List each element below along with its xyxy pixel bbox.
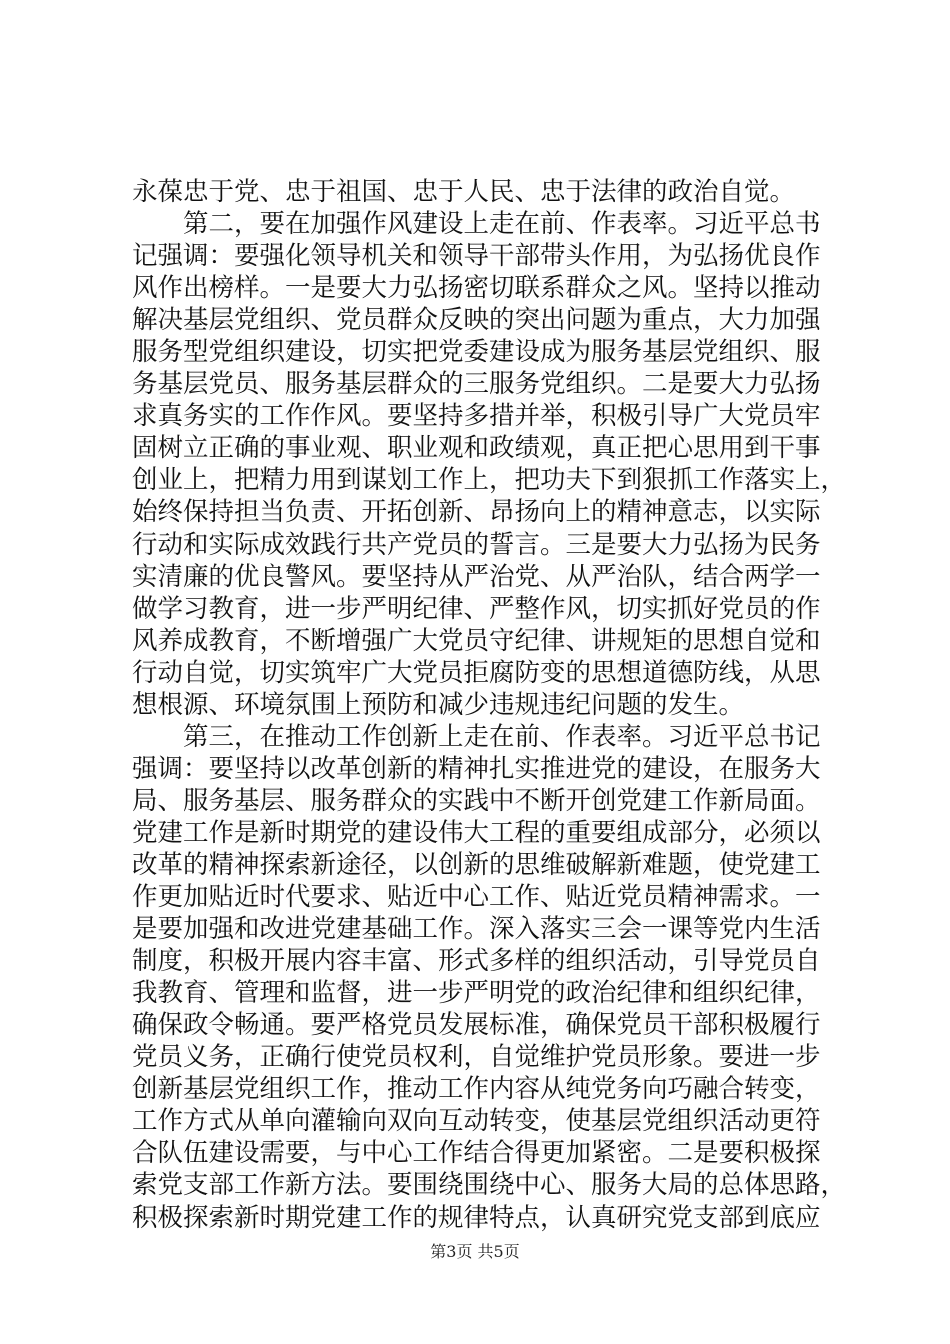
text-line: 解决基层党组织、党员群众反映的突出问题为重点，大力加强 [132,305,821,336]
text-line: 工作方式从单向灌输向双向互动转变，使基层党组织活动更符 [132,1106,821,1137]
text-line: 索党支部工作新方法。要围绕围绕中心、服务大局的总体思路， [132,1170,847,1201]
text-line: 永葆忠于党、忠于祖国、忠于人民、忠于法律的政治自觉。 [132,177,796,207]
text-line: 实清廉的优良警风。要坚持从严治党、从严治队，结合两学一 [132,561,821,592]
text-line: 行动和实际成效践行共产党员的誓言。三是要大力弘扬为民务 [132,529,821,560]
text-line: 创新基层党组织工作，推动工作内容从纯党务向巧融合转变， [132,1074,821,1105]
text-line: 党员义务，正确行使党员权利，自觉维护党员形象。要进一步 [132,1042,821,1073]
text-line: 做学习教育，进一步严明纪律、严整作风，切实抓好党员的作 [132,593,821,624]
text-line: 记强调：要强化领导机关和领导干部带头作用，为弘扬优良作 [132,241,821,272]
text-line: 风作出榜样。一是要大力弘扬密切联系群众之风。坚持以推动 [132,273,821,304]
text-line: 行动自觉，切实筑牢广大党员拒腐防变的思想道德防线，从思 [132,657,821,688]
text-line: 务基层党员、服务基层群众的三服务党组织。二是要大力弘扬 [132,369,821,400]
text-line: 第三，在推动工作创新上走在前、作表率。习近平总书记 [132,721,821,752]
text-line: 求真务实的工作作风。要坚持多措并举，积极引导广大党员牢 [132,401,821,432]
text-line: 党建工作是新时期党的建设伟大工程的重要组成部分，必须以 [132,817,821,848]
text-line: 改革的精神探索新途径，以创新的思维破解新难题，使党建工 [132,849,821,880]
text-line: 是要加强和改进党建基础工作。深入落实三会一课等党内生活 [132,914,821,945]
text-line: 局、服务基层、服务群众的实践中不断开创党建工作新局面。 [132,785,821,816]
text-line: 固树立正确的事业观、职业观和政绩观，真正把心思用到干事 [132,433,821,464]
text-line: 作更加贴近时代要求、贴近中心工作、贴近党员精神需求。一 [132,882,821,913]
text-line: 风养成教育，不断增强广大党员守纪律、讲规矩的思想自觉和 [132,625,821,656]
text-line: 创业上，把精力用到谋划工作上，把功夫下到狠抓工作落实上， [132,465,847,496]
text-line: 强调：要坚持以改革创新的精神扎实推进党的建设，在服务大 [132,753,821,784]
text-line: 想根源、环境氛围上预防和减少违规违纪问题的发生。 [132,689,745,720]
text-line: 确保政令畅通。要严格党员发展标准，确保党员干部积极履行 [132,1010,821,1041]
text-line: 制度，积极开展内容丰富、形式多样的组织活动，引导党员自 [132,946,821,977]
text-line: 合队伍建设需要，与中心工作结合得更加紧密。二是要积极探 [132,1138,821,1169]
text-line: 积极探索新时期党建工作的规律特点，认真研究党支部到底应 [132,1202,821,1233]
page-footer: 第3页 共5页 [430,1242,520,1261]
text-line: 第二，要在加强作风建设上走在前、作表率。习近平总书 [132,209,821,240]
text-line: 我教育、管理和监督，进一步严明党的政治纪律和组织纪律， [132,978,821,1009]
text-line: 始终保持担当负责、开拓创新、昂扬向上的精神意志，以实际 [132,497,821,528]
document-body [132,176,847,1234]
text-line: 服务型党组织建设，切实把党委建设成为服务基层党组织、服 [132,337,821,368]
